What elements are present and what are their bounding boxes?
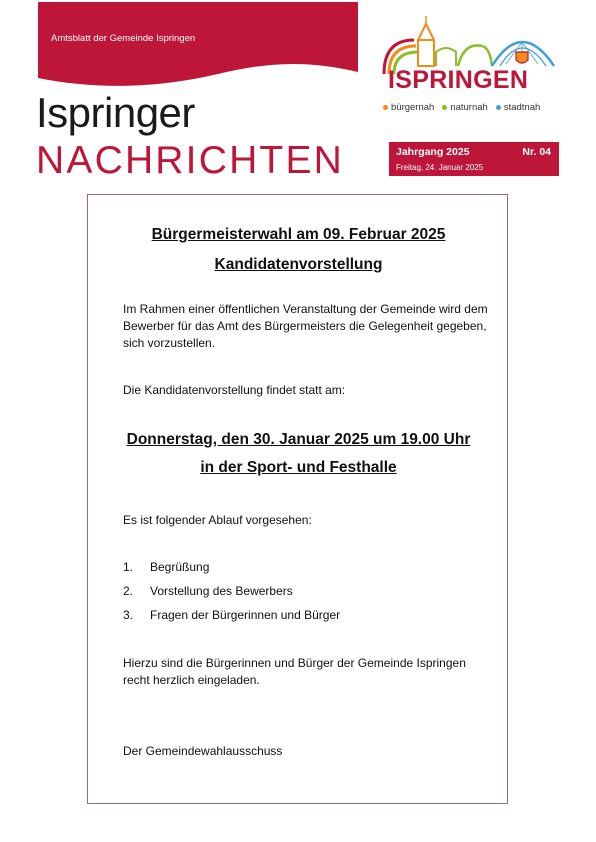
signature: Der Gemeindewahlausschuss — [123, 744, 283, 758]
issue-info-box — [389, 142, 559, 176]
logo-wordmark: ISPRINGEN — [388, 66, 529, 94]
agenda-intro: Es ist folgender Ablauf vorgesehen: — [123, 513, 312, 527]
masthead-subtitle: NACHRICHTEN — [36, 139, 345, 182]
issue-date: Freitag, 24. Januar 2025 — [396, 163, 484, 172]
list-item: 3. Fragen der Bürgerinnen und Bürger — [123, 608, 341, 622]
tagline-item: stadtnah — [496, 102, 540, 113]
municipality-logo — [380, 12, 562, 114]
invitation-paragraph: Hierzu sind die Bürgerinnen und Bürger der Gemeinde Ispringen recht herzlich eingeladen. — [123, 656, 466, 687]
list-item: 2. Vorstellung des Bewerbers — [123, 584, 293, 598]
notice-subheading: Kandidatenvorstellung — [214, 256, 383, 273]
event-date: Donnerstag, den 30. Januar 2025 um 19.00 Uhr — [126, 431, 471, 448]
list-item: 1. Begrüßung — [123, 560, 210, 574]
issue-year: Jahrgang 2025 — [396, 146, 470, 158]
notice-box — [87, 194, 508, 804]
notice-heading: Bürgermeisterwahl am 09. Februar 2025 — [151, 226, 446, 243]
intro-paragraph: Im Rahmen einer öffentlichen Veranstaltung der Gemeinde wird dem Bewerber für das Amt des Bürgermeisters die Gelegenheit gegeben, sich vorzustellen. — [123, 302, 488, 350]
event-place: in der Sport- und Festhalle — [200, 459, 397, 476]
masthead-title: Ispringer — [36, 89, 195, 136]
issue-number: Nr. 04 — [522, 146, 551, 158]
tagline-item: bürgernah — [383, 102, 434, 113]
banner-text: Amtsblatt der Gemeinde Ispringen — [51, 33, 196, 44]
logo-taglines — [383, 102, 540, 113]
tagline-item: naturnah — [442, 102, 488, 113]
header-banner — [38, 2, 358, 94]
when-intro: Die Kandidatenvorstellung findet statt am: — [123, 383, 346, 397]
